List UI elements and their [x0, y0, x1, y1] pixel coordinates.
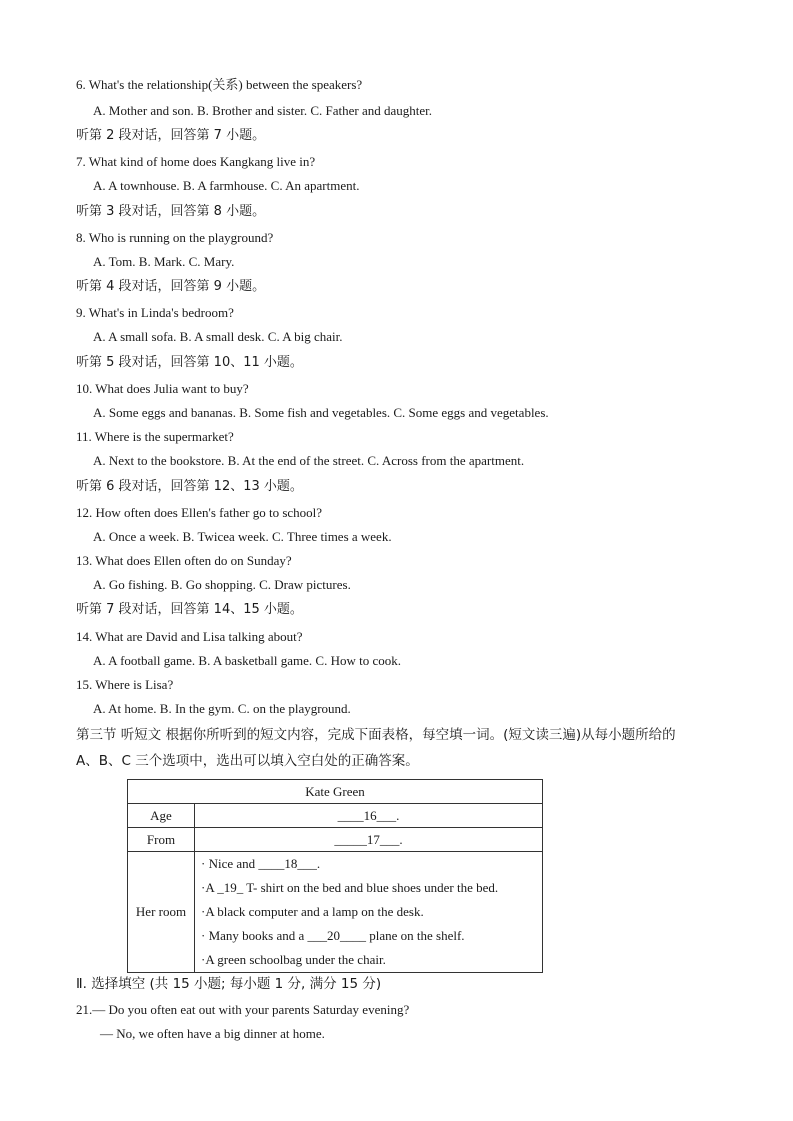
- question-8: 8. Who is running on the playground?: [76, 230, 274, 245]
- section3-instruction-line1: 第三节 听短文 根据你所听到的短文内容，完成下面表格，每空填一词。(短文读三遍)从每小题所给的: [76, 727, 676, 743]
- question-10: 10. What does Julia want to buy?: [76, 381, 249, 396]
- options-6: A. Mother and son. B. Brother and sister. C. Father and daughter.: [93, 103, 433, 118]
- question-21: 21.— Do you often eat out with your parents Saturday evening?: [76, 1002, 410, 1017]
- options-10: A. Some eggs and bananas. B. Some fish and vegetables. C. Some eggs and vegetables.: [93, 405, 549, 420]
- from-value: _____17___.: [195, 828, 543, 852]
- question-11: 11. Where is the supermarket?: [76, 429, 234, 444]
- room-item-5: ·A green schoolbag under the chair.: [201, 952, 386, 967]
- question-9: 9. What's in Linda's bedroom?: [76, 305, 234, 320]
- instruction-segment-7: 听第 7 段对话，回答第 14、15 小题。: [76, 602, 303, 617]
- question-6: 6. What's the relationship(关系) between the speakers?: [76, 77, 363, 92]
- options-15: A. At home. B. In the gym. C. on the playground.: [93, 701, 351, 716]
- options-11: A. Next to the bookstore. B. At the end of the street. C. Across from the apartment.: [93, 453, 525, 468]
- instruction-segment-6: 听第 6 段对话，回答第 12、13 小题。: [76, 479, 303, 494]
- section3-instruction-line2: A、B、C 三个选项中，选出可以填入空白处的正确答案。: [76, 753, 419, 769]
- instruction-segment-2: 听第 2 段对话，回答第 7 小题。: [76, 128, 266, 143]
- question-21-answer: — No, we often have a big dinner at home.: [100, 1026, 325, 1041]
- kate-green-table: [127, 779, 543, 973]
- options-12: A. Once a week. B. Twicea week. C. Three times a week.: [93, 529, 392, 544]
- options-8: A. Tom. B. Mark. C. Mary.: [93, 254, 235, 269]
- room-item-2: ·A _19_ T- shirt on the bed and blue shoes under the bed.: [201, 880, 499, 895]
- question-14: 14. What are David and Lisa talking about?: [76, 629, 303, 644]
- question-13: 13. What does Ellen often do on Sunday?: [76, 553, 292, 568]
- options-14: A. A football game. B. A basketball game. C. How to cook.: [93, 653, 401, 668]
- room-item-1: · Nice and ____18___.: [201, 856, 321, 871]
- options-13: A. Go fishing. B. Go shopping. C. Draw pictures.: [93, 577, 351, 592]
- instruction-segment-4: 听第 4 段对话，回答第 9 小题。: [76, 279, 266, 294]
- room-item-4: · Many books and a ___20____ plane on the shelf.: [201, 928, 465, 943]
- options-7: A. A townhouse. B. A farmhouse. C. An apartment.: [93, 178, 360, 193]
- question-12: 12. How often does Ellen's father go to school?: [76, 505, 323, 520]
- options-9: A. A small sofa. B. A small desk. C. A big chair.: [93, 329, 343, 344]
- room-item-3: ·A black computer and a lamp on the desk.: [201, 904, 424, 919]
- table-title: Kate Green: [128, 780, 543, 804]
- from-label: From: [128, 828, 195, 852]
- her-room-items: [195, 852, 543, 973]
- question-15: 15. Where is Lisa?: [76, 677, 174, 692]
- instruction-segment-3: 听第 3 段对话，回答第 8 小题。: [76, 204, 266, 219]
- her-room-label: Her room: [128, 852, 195, 973]
- instruction-segment-5: 听第 5 段对话，回答第 10、11 小题。: [76, 355, 303, 370]
- age-label: Age: [128, 804, 195, 828]
- part2-heading: Ⅱ. 选择填空 (共 15 小题; 每小题 1 分, 满分 15 分): [76, 976, 382, 992]
- question-7: 7. What kind of home does Kangkang live in?: [76, 154, 316, 169]
- age-value: ____16___.: [195, 804, 543, 828]
